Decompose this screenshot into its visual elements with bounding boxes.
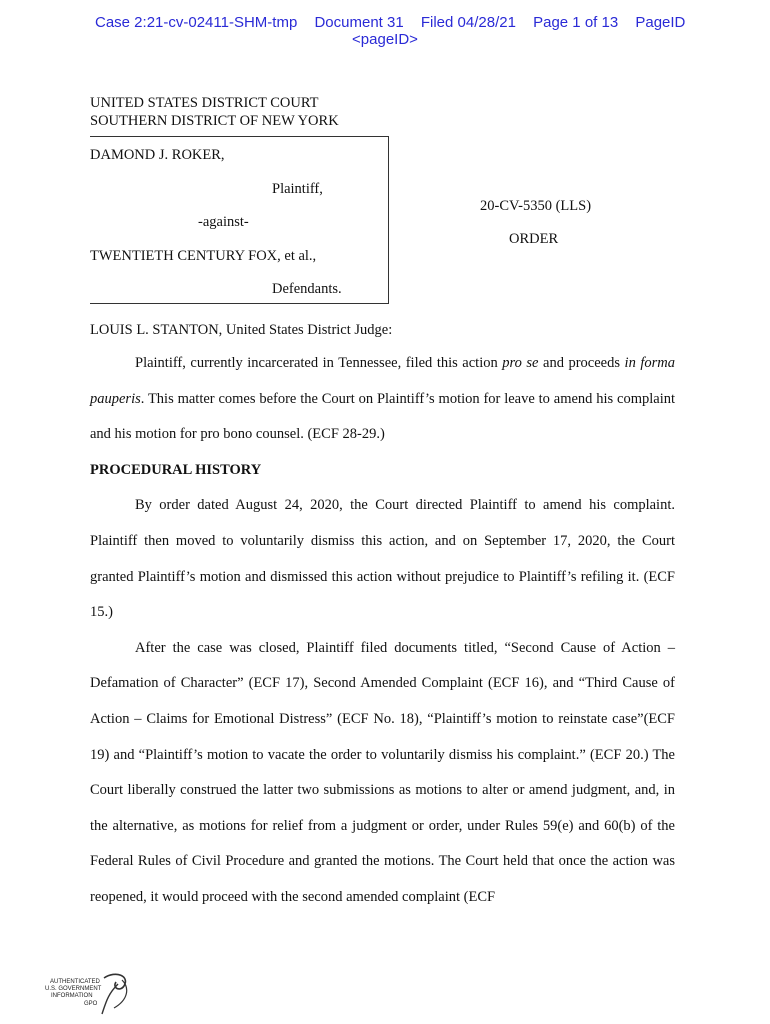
defendant-name: TWENTIETH CENTURY FOX, et al.,	[90, 248, 317, 264]
ecf-pageid-value: <pageID>	[352, 31, 418, 48]
judge-line: LOUIS L. STANTON, United States District Judge:	[90, 322, 393, 338]
paragraph-procedural-2: After the case was closed, Plaintiff filed documents titled, “Second Cause of Action – Defamation of Character” (ECF 17), Second Amended Complaint (ECF 16), and “Third Cause of Action – Claims for Emotional Distress” (ECF No. 18), “Plaintiff’s motion to reinstate case”(ECF 19) and “Plaintiff’s motion to vacate the order to voluntarily dismiss his complaint.” (ECF 20.) The Court liberally construed the latter two submissions as motions to alter or amend judgment, and, in the alternative, as motions for relief from a judgment or order, under Rules 59(e) and 60(b) of the Federal Rules of Civil Procedure and granted the motions. The Court held that once the action was reopened, it would proceed with the second amended complaint (ECF	[90, 639, 675, 905]
ecf-header-line	[95, 14, 698, 32]
paragraph-intro-text-2: and proceeds	[538, 355, 625, 371]
paragraph-procedural-1: By order dated August 24, 2020, the Court directed Plaintiff to amend his complaint. Plaintiff then moved to voluntarily dismiss this action, and on September 17, 2020, the Court granted Plaintiff’s motion and dismissed this action without prejudice to Plaintiff’s refiling it. (ECF 15.)	[90, 497, 675, 621]
defendant-role: Defendants.	[272, 281, 342, 297]
plaintiff-role: Plaintiff,	[272, 181, 323, 197]
seal-text-line2: U.S. GOVERNMENT	[45, 986, 102, 992]
paragraph-intro-text-3: . This matter comes before the Court on Plaintiff’s motion for leave to amend his complaint and his motion for pro bono counsel. (ECF 28-29.)	[90, 390, 675, 443]
paragraph-intro-italic-1: pro se	[502, 355, 539, 371]
seal-text-line3: INFORMATION	[51, 993, 93, 999]
gpo-authentication-seal	[44, 972, 136, 1018]
case-number: 20-CV-5350 (LLS)	[480, 198, 592, 214]
gpo-seal-graphic	[44, 972, 136, 1018]
order-body	[90, 346, 675, 916]
case-caption	[90, 136, 389, 304]
seal-text-line4: GPO	[84, 1001, 98, 1007]
ecf-page-count: Page 1 of 13	[533, 14, 619, 31]
ecf-pageid-label: PageID	[635, 14, 686, 31]
plaintiff-name: DAMOND J. ROKER,	[90, 147, 225, 163]
ecf-document-number: Document 31	[314, 14, 404, 31]
court-name-line2: SOUTHERN DISTRICT OF NEW YORK	[90, 113, 339, 129]
section-heading: PROCEDURAL HISTORY	[90, 461, 262, 478]
paragraph-intro-text-1: Plaintiff, currently incarcerated in Tennessee, filed this action	[135, 355, 503, 371]
order-title: ORDER	[509, 231, 559, 247]
court-name-line1: UNITED STATES DISTRICT COURT	[90, 95, 319, 111]
ecf-filed-date: Filed 04/28/21	[420, 14, 516, 31]
ecf-case-number: Case 2:21-cv-02411-SHM-tmp	[95, 14, 298, 31]
court-name	[90, 94, 339, 130]
against-label: -against-	[198, 214, 249, 230]
paragraph-intro	[90, 346, 675, 453]
seal-text-line1: AUTHENTICATED	[50, 979, 100, 985]
paragraph-intro-italic-2: in forma pauperis	[90, 355, 675, 407]
